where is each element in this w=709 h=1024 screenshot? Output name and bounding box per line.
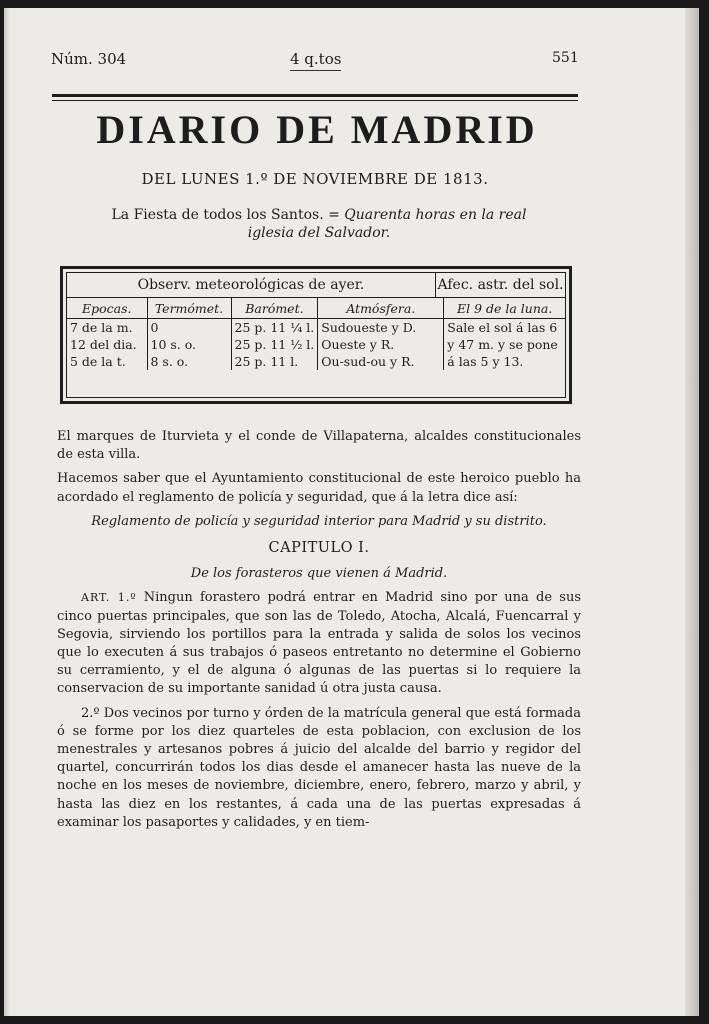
article-2: 2.º Dos vecinos por turno y órden de la matrícula general que está formada ó se forme por los diez quarteles de esta poblacion, con exclusion de los menestrales y artesanos pobres á juicio del alcalde del barrio y regidor del quartel, concurrirán todos los dias desde el amanecer hasta las nueve de la noche en los meses de noviembre, diciembre, enero, febrero, marzo y abril, y hasta las diez en los restantes, á cada una de las puertas expresadas á examinar los pasaportes y calidades, y en tiem-: [57, 705, 581, 830]
epoca-value: 5 de la t.: [70, 354, 126, 369]
atmosfera-cell: [318, 319, 444, 371]
issue-price: 4 q.tos: [290, 50, 341, 71]
meteorological-table: [66, 272, 566, 398]
termometro-cell: [147, 319, 231, 371]
page-gutter-shadow: [4, 8, 10, 1016]
col-atmosfera: Atmósfera.: [318, 298, 444, 319]
article-1-text: Ningun forastero podrá entrar en Madrid sino por una de sus cinco puertas principales, que son las de Toledo, Atocha, Alcalá, Fuencarral y Segovia, sirviendo los portillos para la entrada y salida de solos los vecinos que lo executen á sus trabajos ó paseos entretanto no determine el Gobierno su cerramiento, y el de alguna ó algunas de las puertas si lo requiere la conservacion de su importante sanidad ú otra justa causa.: [57, 590, 582, 697]
luna-cell: [444, 319, 565, 371]
chapter-heading: CAPITULO I.: [268, 540, 370, 557]
barometro-value: 25 p. 11 ¼ l.: [234, 320, 315, 335]
meteorological-table-frame: [60, 266, 572, 404]
newspaper-page: [4, 8, 699, 1016]
article-1: [57, 589, 581, 698]
page-edge-shadow: [685, 8, 699, 1016]
luna-value: Sale el sol á las 6: [447, 320, 558, 335]
col-termometro: Termómet.: [147, 298, 231, 319]
page-number: 551: [552, 50, 579, 66]
meteo-header-row: [67, 298, 565, 319]
feast-line1-italic: Quarenta horas en la real: [344, 207, 527, 223]
barometro-cell: [231, 319, 318, 371]
article-body: [57, 428, 581, 838]
issue-date: DEL LUNES 1.º DE NOVIEMBRE DE 1813.: [141, 170, 489, 188]
article-1-label: ART. 1.º: [81, 591, 137, 605]
barometro-value: 25 p. 11 l.: [234, 354, 299, 369]
epoca-cell: [67, 319, 147, 371]
col-epocas: Epocas.: [67, 298, 147, 319]
atmosfera-value: Ou-sud-ou y R.: [321, 354, 415, 369]
meteo-grid: [67, 298, 565, 370]
col-luna: El 9 de la luna.: [444, 298, 565, 319]
masthead-rule-thick: [52, 94, 578, 97]
meteo-title-left: Observ. meteorológicas de ayer.: [67, 273, 436, 297]
luna-value: y 47 m. y se pone: [447, 337, 558, 352]
meteo-title-row: [67, 273, 565, 298]
issue-number: Núm. 304: [51, 50, 127, 68]
epoca-value: 7 de la m.: [70, 320, 133, 335]
atmosfera-value: Oueste y R.: [321, 337, 395, 352]
meteo-data-row: [67, 319, 565, 371]
masthead-title: DIARIO DE MADRID: [96, 107, 538, 152]
masthead-rule-thin: [52, 100, 578, 101]
chapter-subtitle: De los forasteros que vienen á Madrid.: [190, 566, 448, 582]
feast-notice: [84, 206, 554, 242]
termometro-value: 8 s. o.: [150, 354, 189, 369]
feast-line2-italic: iglesia del Salvador.: [247, 225, 391, 241]
alcaldes-paragraph: El marques de Iturvieta y el conde de Villapaterna, alcaldes constitucionales de esta villa.: [57, 429, 581, 463]
epoca-value: 12 del dia.: [70, 337, 137, 352]
ayuntamiento-paragraph: Hacemos saber que el Ayuntamiento constitucional de este heroico pueblo ha acordado el reglamento de policía y seguridad, que á la letra dice así:: [57, 471, 581, 505]
luna-value: á las 5 y 13.: [447, 354, 524, 369]
atmosfera-value: Sudoueste y D.: [321, 320, 417, 335]
meteo-title-right: Afec. astr. del sol.: [437, 277, 564, 293]
reglamento-title: Reglamento de policía y seguridad interior para Madrid y su distrito.: [91, 513, 547, 529]
col-barometro: Barómet.: [231, 298, 318, 319]
termometro-value: 10 s. o.: [150, 337, 197, 352]
barometro-value: 25 p. 11 ½ l.: [234, 337, 315, 352]
termometro-value: 0: [150, 320, 159, 335]
feast-line1: La Fiesta de todos los Santos. =: [111, 207, 345, 223]
